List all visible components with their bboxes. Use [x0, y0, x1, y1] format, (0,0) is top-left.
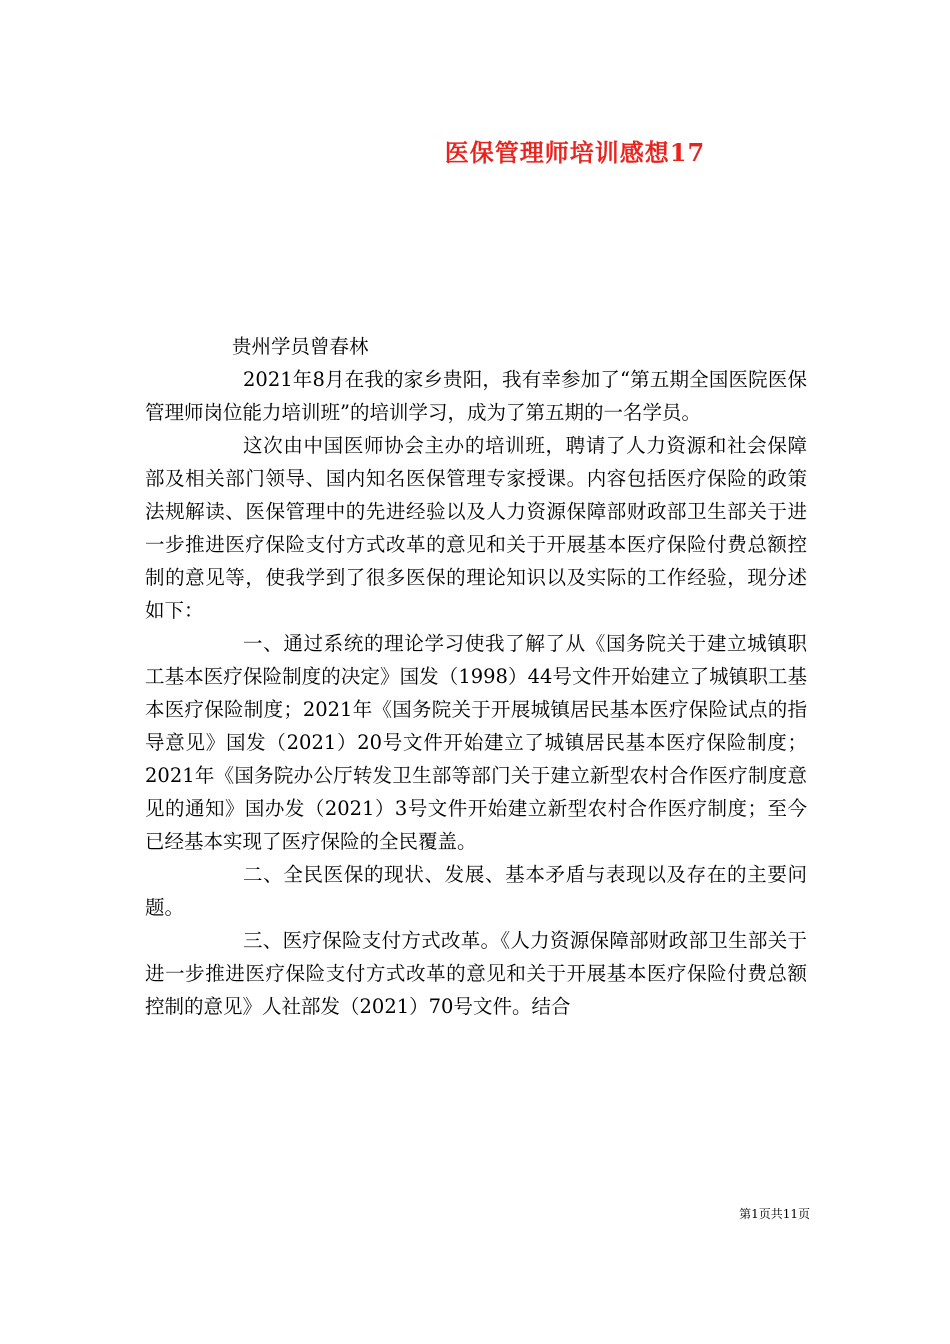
page-number: 第1页共11页 [739, 1207, 810, 1221]
paragraph: 三、医疗保险支付方式改革。《人力资源保障部财政部卫生部关于进一步推进医疗保险支付方式改革的意见和关于开展基本医疗保险付费总额控制的意见》人社部发（2021）70号文件。结合 [145, 929, 807, 1018]
document-body [145, 330, 807, 1023]
paragraph: 这次由中国医师协会主办的培训班，聘请了人力资源和社会保障部及相关部门领导、国内知名医保管理专家授课。内容包括医疗保险的政策法规解读、医保管理中的先进经验以及人力资源保障部财政部卫生部关于进一步推进医疗保险支付方式改革的意见和关于开展基本医疗保险付费总额控制的意见等，使我学到了很多医保的理论知识以及实际的工作经验，现分述如下： [145, 434, 807, 622]
paragraph: 二、全民医保的现状、发展、基本矛盾与表现以及存在的主要问题。 [145, 863, 807, 919]
author-line: 贵州学员曾春林 [232, 335, 369, 358]
paragraph: 一、通过系统的理论学习使我了解了从《国务院关于建立城镇职工基本医疗保险制度的决定》国发（1998）44号文件开始建立了城镇职工基本医疗保险制度；2021年《国务院关于开展城镇居民基本医疗保险试点的指导意见》国发（2021）20号文件开始建立了城镇居民基本医疗保险制度；2021年《国务院办公厅转发卫生部等部门关于建立新型农村合作医疗制度意见的通知》国办发（2021）3号文件开始建立新型农村合作医疗制度；至今已经基本实现了医疗保险的全民覆盖。 [145, 632, 807, 853]
document-title: 医保管理师培训感想17 [444, 138, 706, 167]
paragraph: 2021年8月在我的家乡贵阳，我有幸参加了“第五期全国医院医保管理师岗位能力培训班”的培训学习，成为了第五期的一名学员。 [145, 368, 807, 424]
